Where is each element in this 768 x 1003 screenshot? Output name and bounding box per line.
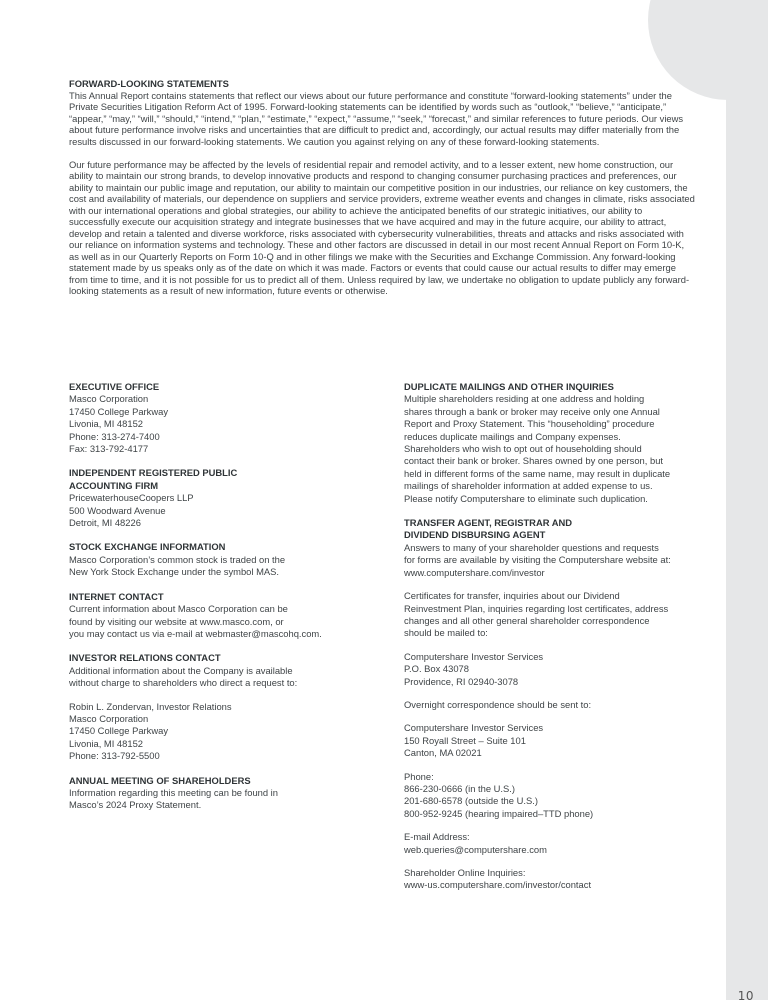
executive-office-line: Masco Corporation	[69, 393, 149, 405]
phone-line: Phone:	[404, 770, 434, 782]
duplicate-mailings-line: mailings of shareholder information at added expense to us.	[404, 480, 653, 492]
investor-relations-contact-line: Phone: 313-792-5500	[69, 750, 160, 762]
stock-exchange-heading: STOCK EXCHANGE INFORMATION	[69, 541, 226, 553]
internet-contact-block	[69, 591, 369, 641]
email-line: E-mail Address:	[404, 831, 470, 843]
forward-looking-section	[69, 78, 695, 308]
executive-office-line: Fax: 313-792-4177	[69, 443, 149, 455]
page-number: 10	[737, 989, 754, 1003]
executive-office-block	[69, 381, 369, 455]
investor-relations-contact-line: 17450 College Parkway	[69, 725, 169, 737]
duplicate-mailings-line: Shareholders who wish to opt out of householding should	[404, 443, 642, 455]
certificates-line: should be mailed to:	[404, 627, 488, 639]
investor-relations-line: Additional information about the Company is available	[69, 664, 293, 676]
duplicate-mailings-line: Multiple shareholders residing at one address and holding	[404, 393, 645, 405]
transfer-agent-heading: DIVIDEND DISBURSING AGENT	[404, 529, 546, 541]
stock-exchange-line: New York Stock Exchange under the symbol MAS.	[69, 566, 280, 578]
phone-line: 866-230-0666 (in the U.S.)	[404, 782, 516, 794]
transfer-agent-link: www.computershare.com/investor	[404, 566, 545, 578]
forward-looking-paragraph-1: This Annual Report contains statements that reflect our views about our future performance and constitute “forward-looking statements” under the Private Securities Litigation Reform Act of 1995. Forward-looking statements can be identified by words such as “outlook,” “believe,” “anticipate,” “appear,” “may,” “will,” “should,” “intend,” “plan,” “estimate,” “expect,” “assume,” “seek,” “forecast,” and similar references to future periods. Our views about future performance involve risks and uncertainties that are difficult to predict and, accordingly, our actual results may differ materially from the results discussed in our forward-looking statements. We caution you against relying on any of these forward-looking statements.	[69, 89, 684, 147]
duplicate-mailings-line: held in different forms of the same name, may result in duplicate	[404, 467, 671, 479]
accounting-firm-line: PricewaterhouseCoopers LLP	[69, 492, 194, 504]
stock-exchange-line: Masco Corporation’s common stock is traded on the	[69, 553, 286, 565]
duplicate-mailings-line: reduces duplicate mailings and Company expenses.	[404, 430, 621, 442]
investor-relations-contact-line: Masco Corporation	[69, 712, 149, 724]
annual-meeting-block	[69, 775, 369, 812]
executive-office-line: Phone: 313-274-7400	[69, 430, 160, 442]
internet-contact-heading: INTERNET CONTACT	[69, 590, 164, 602]
duplicate-mailings-heading: DUPLICATE MAILINGS AND OTHER INQUIRIES	[404, 381, 614, 392]
duplicate-mailings-line: shares through a bank or broker may receive only one Annual	[404, 405, 660, 417]
certificates-line: Reinvestment Plan, inquiries regarding lost certificates, address	[404, 602, 669, 614]
email-line: web.queries@computershare.com	[404, 843, 547, 855]
overnight-address-line: Computershare Investor Services	[404, 722, 544, 734]
online-inquiries-line: www-us.computershare.com/investor/contact	[404, 879, 592, 891]
duplicate-mailings-line: contact their bank or broker. Shares owned by one person, but	[404, 455, 664, 467]
online-inquiries-line: Shareholder Online Inquiries:	[404, 867, 526, 878]
overnight-note: Overnight correspondence should be sent to:	[404, 698, 592, 710]
transfer-agent-line: Answers to many of your shareholder questions and requests	[404, 541, 659, 553]
mail-address-line: Providence, RI 02940-3078	[404, 675, 519, 687]
transfer-agent-line: for forms are available by visiting the Computershare website at:	[404, 554, 671, 566]
transfer-agent-heading: TRANSFER AGENT, REGISTRAR AND	[404, 517, 573, 529]
duplicate-mailings-line: Report and Proxy Statement. This “householding” procedure	[404, 418, 655, 430]
accounting-firm-line: Detroit, MI 48226	[69, 517, 141, 529]
duplicate-mailings-block	[404, 381, 704, 505]
overnight-address-line: 150 Royall Street – Suite 101	[404, 734, 526, 746]
accounting-firm-block	[69, 467, 369, 529]
annual-meeting-line: Information regarding this meeting can be found in	[69, 786, 278, 798]
investor-relations-heading: INVESTOR RELATIONS CONTACT	[69, 652, 221, 664]
forward-looking-heading: FORWARD-LOOKING STATEMENTS	[69, 78, 229, 89]
internet-contact-line: found by visiting our website at www.masco.com, or	[69, 615, 284, 627]
investor-relations-contact-line: Robin L. Zondervan, Investor Relations	[69, 700, 232, 712]
duplicate-mailings-line: Please notify Computershare to eliminate such duplication.	[404, 492, 648, 504]
internet-contact-line: Current information about Masco Corporation can be	[69, 603, 288, 615]
executive-office-heading: EXECUTIVE OFFICE	[69, 381, 160, 392]
investor-relations-contact-line: Livonia, MI 48152	[69, 737, 144, 749]
right-column	[404, 381, 704, 904]
executive-office-line: Livonia, MI 48152	[69, 418, 144, 430]
overnight-address-line: Canton, MA 02021	[404, 747, 482, 759]
left-column	[69, 381, 369, 824]
certificates-line: changes and all other general shareholder correspondence	[404, 614, 650, 626]
side-band	[726, 0, 768, 1000]
accounting-firm-heading: ACCOUNTING FIRM	[69, 479, 159, 491]
mail-address-line: P.O. Box 43078	[404, 663, 469, 675]
annual-meeting-line: Masco’s 2024 Proxy Statement.	[69, 799, 202, 811]
mail-address-line: Computershare Investor Services	[404, 650, 544, 662]
accounting-firm-heading: INDEPENDENT REGISTERED PUBLIC	[69, 467, 238, 479]
annual-meeting-heading: ANNUAL MEETING OF SHAREHOLDERS	[69, 774, 251, 786]
investor-relations-line: without charge to shareholders who direct a request to:	[69, 677, 298, 689]
forward-looking-paragraph-2: Our future performance may be affected by the levels of residential repair and remodel activity, and to a lesser extent, new home construction, our ability to maintain our strong brands, to develop innovative products and respond to changing consumer purchasing practices and preferences, our ability to maintain our public image and reputation, our ability to maintain our competitive position in our industries, our reliance on key customers, the cost and availability of materials, our dependence on suppliers and service providers, extreme weather events and changes in climate, risks associated with our international operations and global strategies, our ability to achieve the anticipated benefits of our strategic initiatives, our ability to successfully execute our acquisition strategy and integrate businesses that we have acquired and may in the future acquire, our ability to attract, develop and retain a talented and diverse workforce, risks associated with cybersecurity vulnerabilities, threats and attacks and risks associated with our reliance on information systems and technology. These and other factors are discussed in detail in our most recent Annual Report on Form 10-K, as well as in our Quarterly Reports on Form 10-Q and in other filings we make with the Securities and Exchange Commission. Any forward-looking statement made by us speaks only as of the date on which it was made. Factors or events that could cause our actual results to differ may emerge from time to time, and it is not possible for us to predict all of them. Unless required by law, we undertake no obligation to update publicly any forward-looking statements as a result of new information, future events or otherwise.	[69, 158, 695, 296]
investor-relations-block	[69, 652, 369, 762]
phone-line: 800-952-9245 (hearing impaired–TTD phone)	[404, 807, 594, 819]
certificates-line: Certificates for transfer, inquiries about our Dividend	[404, 590, 620, 602]
internet-contact-line: you may contact us via e-mail at webmaster@mascohq.com.	[69, 627, 322, 639]
executive-office-line: 17450 College Parkway	[69, 405, 169, 417]
transfer-agent-block	[404, 517, 704, 892]
accounting-firm-line: 500 Woodward Avenue	[69, 504, 166, 516]
phone-line: 201-680-6578 (outside the U.S.)	[404, 795, 538, 807]
stock-exchange-block	[69, 541, 369, 578]
